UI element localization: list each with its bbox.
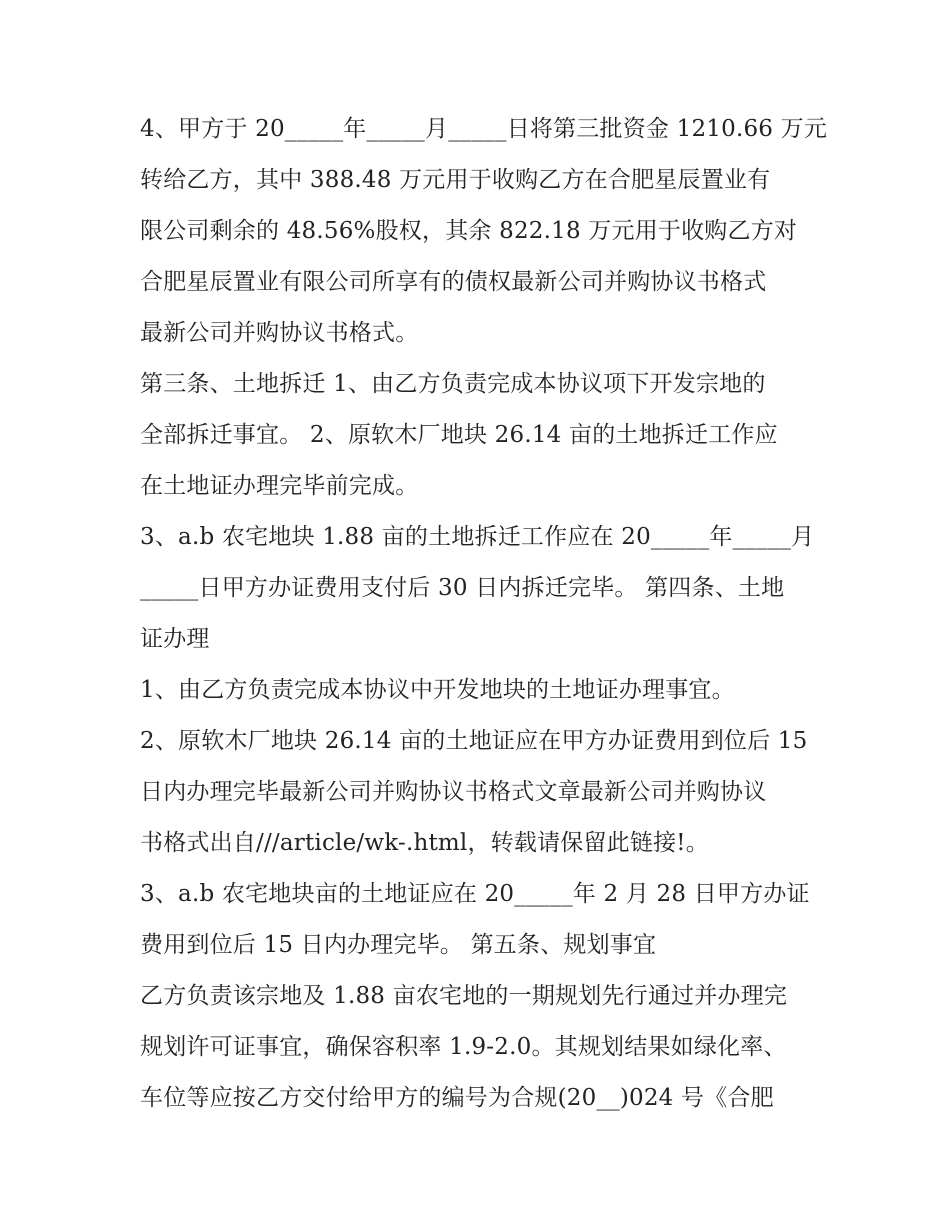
text-line: 证办理 bbox=[140, 626, 210, 652]
text-line: 3、a.b 农宅地块 1.88 亩的土地拆迁工作应在 20_____年_____月 bbox=[140, 524, 815, 550]
text-line: 全部拆迁事宜。 2、原软木厂地块 26.14 亩的土地拆迁工作应 bbox=[140, 422, 778, 448]
text-line: 日内办理完毕最新公司并购协议书格式文章最新公司并购协议 bbox=[140, 779, 767, 805]
text-line: 书格式出自///article/wk-.html，转载请保留此链接!。 bbox=[140, 830, 709, 856]
text-line: 第三条、土地拆迁 1、由乙方负责完成本协议项下开发宗地的 bbox=[140, 371, 766, 397]
document-body bbox=[140, 104, 828, 1124]
text-line: 乙方负责该宗地及 1.88 亩农宅地的一期规划先行通过并办理完 bbox=[140, 983, 788, 1009]
text-line: 规划许可证事宜，确保容积率 1.9-2.0。其规划结果如绿化率、 bbox=[140, 1034, 787, 1060]
text-line: 3、a.b 农宅地块亩的土地证应在 20_____年 2 月 28 日甲方办证 bbox=[140, 881, 810, 907]
text-line: 2、原软木厂地块 26.14 亩的土地证应在甲方办证费用到位后 15 bbox=[140, 728, 808, 754]
text-line: 合肥星辰置业有限公司所享有的债权最新公司并购协议书格式 bbox=[140, 269, 767, 295]
text-line: 车位等应按乙方交付给甲方的编号为合规(20__)024 号《合肥 bbox=[140, 1085, 774, 1111]
text-line: 费用到位后 15 日内办理完毕。 第五条、规划事宜 bbox=[140, 932, 657, 958]
text-line: 转给乙方，其中 388.48 万元用于收购乙方在合肥星辰置业有 bbox=[140, 167, 771, 193]
text-line: _____日甲方办证费用支付后 30 日内拆迁完毕。 第四条、土地 bbox=[140, 575, 785, 601]
text-line: 最新公司并购协议书格式。 bbox=[140, 320, 419, 346]
text-line: 4、甲方于 20_____年_____月_____日将第三批资金 1210.66 万元 bbox=[140, 116, 828, 142]
text-line: 在土地证办理完毕前完成。 bbox=[140, 473, 419, 499]
text-line: 1、由乙方负责完成本协议中开发地块的土地证办理事宜。 bbox=[140, 677, 735, 703]
text-line: 限公司剩余的 48.56%股权，其余 822.18 万元用于收购乙方对 bbox=[140, 218, 798, 244]
